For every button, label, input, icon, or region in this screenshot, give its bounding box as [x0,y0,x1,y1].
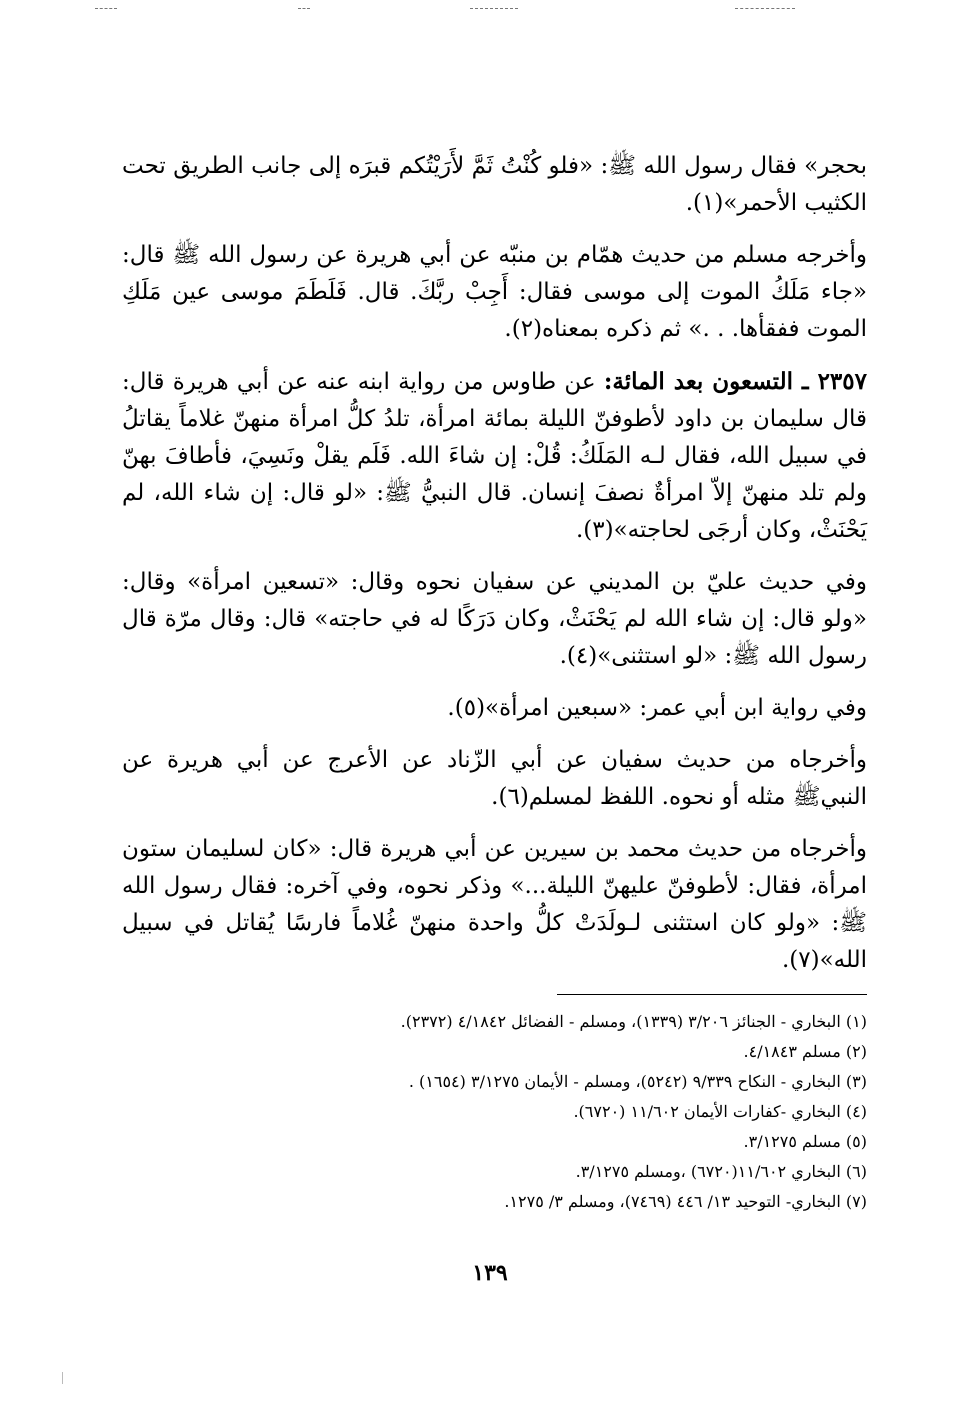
footnote: (٢) مسلم ٤/١٨٤٣. [743,1042,867,1061]
footnote: (٣) البخاري - النكاح ٩/٣٣٩ (٥٢٤٢)، ومسلم - الأيمان ٣/١٢٧٥ (١٦٥٤) . [408,1072,867,1091]
footnote-divider [557,994,867,995]
section-intro: عن طاوس من رواية ابنه عنه عن أبي هريرة قال: [122,369,596,395]
paragraph-1: بحجر» فقال رسول الله ﷺ: «فلو كُنْتُ ثَمَّ لأَرَيْتُكم قبرَه إلى جانب الطريق تحت الكثيب الأحمر»(١). [122,153,867,216]
paragraph-5: وفي رواية ابن أبي عمر: «سبعين امرأة»(٥). [447,695,867,721]
paragraph-3 [122,363,867,549]
footnote: (١) البخاري - الجنائز ٣/٢٠٦ (١٣٣٩)، ومسلم - الفضائل ٤/١٨٤٢ (٢٣٧٢). [400,1012,867,1031]
paragraph-6: وأخرجاه من حديث سفيان عن أبي الزّناد عن الأعرج عن أبي هريرة عن النبيﷺ مثله أو نحوه. اللفظ لمسلم(٦). [122,747,867,810]
footnote: (٥) مسلم ٣/١٢٧٥. [743,1132,867,1151]
footnote: (٦) البخاري ١١/٦٠٢(٦٧٢٠) ،ومسلم ٣/١٢٧٥. [575,1162,867,1181]
section-body: قال سليمان بن داود لأطوفنّ الليلة بمائة امرأة، تلدُ كلُّ امرأة منهنّ غلاماً يقاتلُ في سبيل الله، فقال لـه المَلَكُ: قُلْ: إن شاءَ الله. فَلَم يقلْ ونَسِيَ، فأطافَ بهنّ ولم تلد منهنّ إلاّ امرأةٌ نصفَ إنسان. قال النبيُّ ﷺ: «لو قال: إن شاء الله، لم يَحْنَثْ، وكان أرجَى لحاجته»(٣). [122,406,867,543]
paragraph-4: وفي حديث عليّ بن المديني عن سفيان نحوه وقال: «تسعين امرأة» وقال: «ولو قال: إن شاء الله لم يَحْنَثْ، وكان دَرَكًا له في حاجته» قال: وقال مرّة قال رسول الله ﷺ: «لو استثنى»(٤). [122,569,867,669]
scan-edge-marks [0,0,980,20]
page-number: ١٣٩ [472,1260,508,1286]
scan-edge-mark [62,1372,63,1384]
footnotes-list [122,1007,867,1217]
section-heading: ٢٣٥٧ ـ التسعون بعد المائة: [603,368,867,395]
footnote: (٧) البخاري- التوحيد ١٣/ ٤٤٦ (٧٤٦٩)، ومسلم ٣/ ١٢٧٥. [504,1192,867,1211]
paragraph-2: وأخرجه مسلم من حديث همّام بن منبّه عن أبي هريرة عن رسول الله ﷺ قال: «جاء مَلَكُ الموت إلى موسى فقال: أَجِبْ ربَّكَ. قال. فَلَطَمَ موسى عين مَلَكِ الموت ففقأها. . .» ثم ذكره بمعناه(٢). [122,242,867,342]
book-page [122,148,867,1217]
paragraph-7: وأخرجاه من حديث محمد بن سيرين عن أبي هريرة قال: «كان لسليمان ستون امرأة، فقال: لأطوفنّ عليهنّ الليلة...» وذكر نحوه، وفي آخره: فقال رسول الله ﷺ: «ولو كان استثنى لـولَدَتْ كلُّ واحدة منهنّ غُلاماً فارسًا يُقاتل في سبيل الله»(٧). [122,836,867,973]
footnote: (٤) البخاري -كفارات الأيمان ١١/٦٠٢ (٦٧٢٠). [573,1102,867,1121]
